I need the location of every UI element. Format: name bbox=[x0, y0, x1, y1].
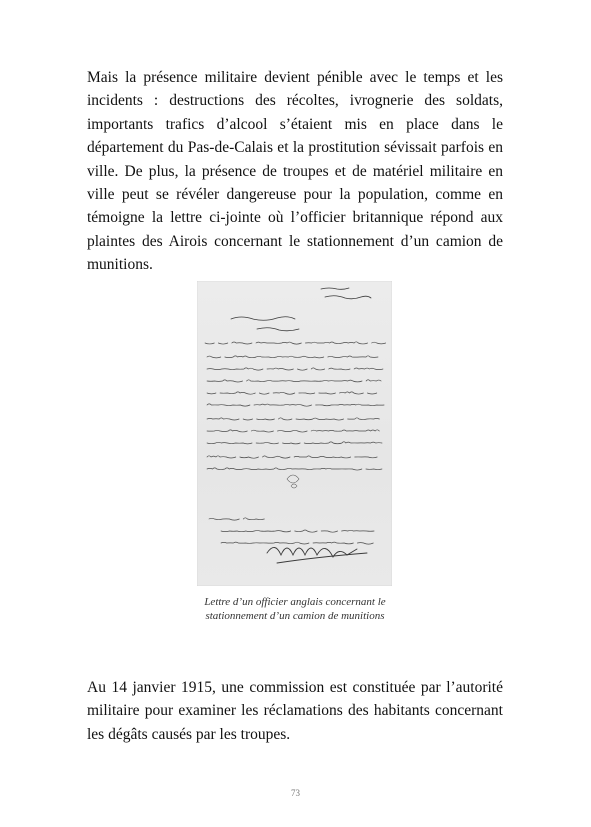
handwritten-letter-image bbox=[197, 281, 392, 586]
handwriting-stroke bbox=[207, 430, 379, 432]
handwriting-stroke bbox=[205, 342, 390, 344]
body-paragraph-2: Au 14 janvier 1915, une commission est constituée par l’autorité militaire pour examiner les réclamations des habitants concernant les dégâts causés par les troupes. bbox=[87, 679, 503, 743]
page-number: 73 bbox=[291, 788, 300, 798]
handwriting-stroke bbox=[207, 356, 378, 358]
handwriting-stroke bbox=[209, 518, 264, 520]
handwriting-stroke bbox=[207, 380, 381, 382]
handwriting-stroke bbox=[221, 542, 377, 544]
handwriting-stroke bbox=[207, 392, 381, 394]
handwriting-stroke bbox=[207, 404, 384, 406]
letter-photo bbox=[197, 281, 392, 586]
handwriting-stroke bbox=[221, 530, 374, 532]
handwriting-stroke bbox=[207, 442, 382, 444]
handwriting-stroke bbox=[207, 418, 379, 420]
handwriting-stroke bbox=[207, 468, 382, 470]
handwriting-stroke bbox=[207, 368, 383, 370]
handwriting-stroke bbox=[207, 456, 381, 458]
body-paragraph-1: Mais la présence militaire devient pénible avec le temps et les incidents : destructions des récoltes, ivrognerie des soldats, importants trafics d’alcool s’étaient mis en place dans le département du Pas-de-Calais et la prostitution sévissait parfois en ville. De plus, la présence de troupes et de matériel militaire en ville peut se révéler dangereuse pour la population, comme en témoigne la lettre ci-jointe où l’officier britannique répond aux plaintes des Airois concernant le stationnement d’un camion de munitions. bbox=[87, 69, 503, 274]
image-caption: Lettre d’un officier anglais concernant le stationnement d’un camion de munitions bbox=[204, 596, 386, 622]
